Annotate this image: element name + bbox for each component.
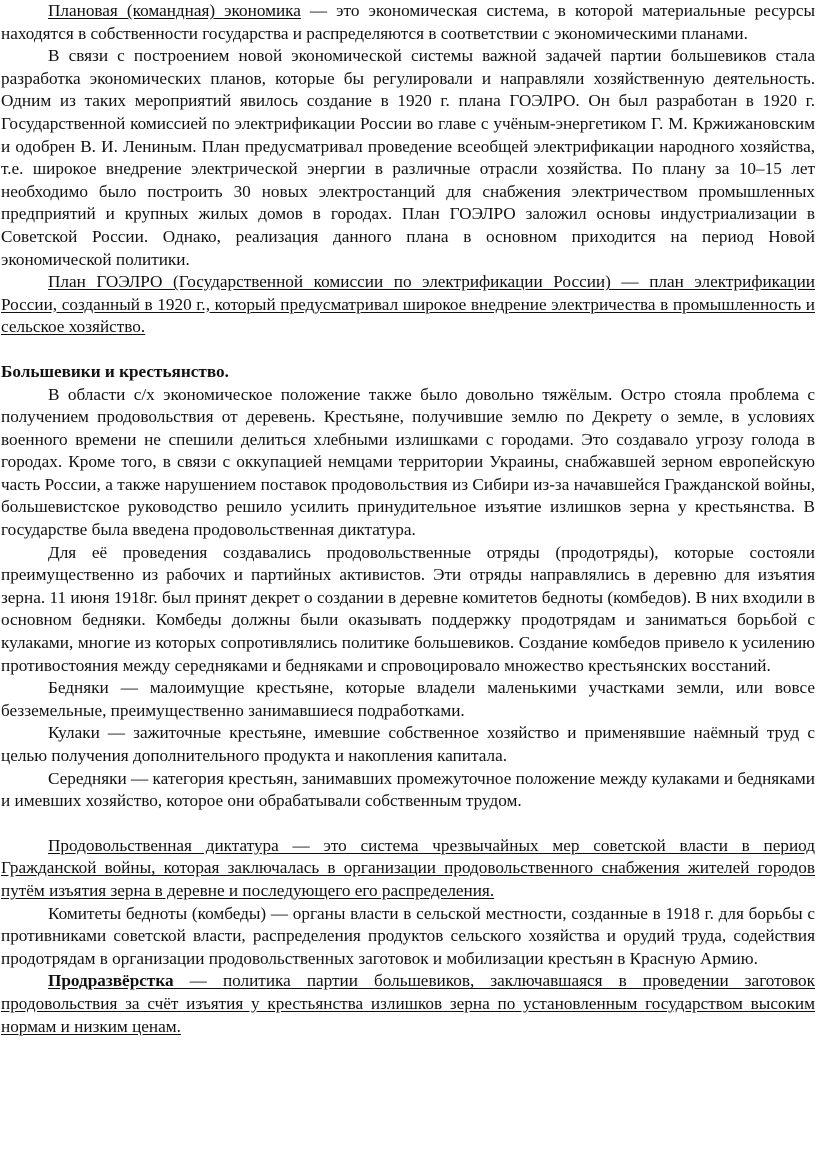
paragraph-prodrazverstka-definition: [1, 970, 815, 1038]
paragraph-planned-economy-definition: [1, 0, 815, 45]
paragraph-agriculture: В области с/х экономическое положение также было довольно тяжёлым. Остро стояла проблема с получением продовольствия от деревень. Крестьяне, получившие землю по Декрету о земле, в условиях военного времени не спешили делиться хлебными излишками с городами. Это создавало угрозу голода в городах. Кроме того, в связи с оккупацией немцами территории Украины, снабжавшей зерном европейскую часть России, а также нарушением поставок продовольствия из Сибири из-за начавшейся Гражданской войны, большевистское руководство решило усилить принудительное изъятие излишков зерна у крестьянства. В государстве была введена продовольственная диктатура.: [1, 384, 815, 540]
paragraph-bednyaki-definition: Бедняки — малоимущие крестьяне, которые владели маленькими участками земли, или вовсе безземельные, преимущественно занимавшиеся подработками.: [1, 678, 815, 720]
paragraph-serednyaki-definition: Середняки — категория крестьян, занимавших промежуточное положение между кулаками и бедняками и имевших хозяйство, которое они обрабатывали собственным трудом.: [1, 768, 815, 811]
prodrazverstka-text: — политика партии большевиков, заключавшаяся в проведении заготовок продовольствия за счёт изъятия у крестьянства излишков зерна по установленным государством высоким нормам и низким ценам.: [1, 971, 815, 1036]
paragraph-goelro-context: В связи с построением новой экономической системы важной задачей партии большевиков стала разработка экономических планов, которые бы регулировали и направляли хозяйственную деятельность. Одним из таких мероприятий явилось создание в 1920 г. плана ГОЭЛРО. Он был разработан в 1920 г. Государственной комиссией по электрификации России во главе с учёным-энергетиком Г. М. Кржижановским и одобрен В. И. Лениным. План предусматривал проведение всеобщей электрификации народного хозяйства, т.е. широкое внедрение электрической энергии в различные отрасли хозяйства. По плану за 10–15 лет необходимо было построить 30 новых электростанций для снабжения электричеством промышленных предприятий и крупных жилых домов в городах. План ГОЭЛРО заложил основы индустриализации в Советской России. Однако, реализация данного плана в основном приходится на период Новой экономической политики.: [1, 46, 815, 269]
paragraph-kulaki-definition: Кулаки — зажиточные крестьяне, имевшие собственное хозяйство и применявшие наёмный труд с целью получения дополнительного продукта и накопления капитала.: [1, 723, 815, 765]
term-prodrazverstka: Продразвёрстка: [48, 971, 174, 991]
paragraph-food-dictatorship-definition: Продовольственная диктатура — это система чрезвычайных мер советской власти в период Гражданской войны, которая заключалась в организации продовольственного снабжения жителей городов путём изъятия зерна в деревне и последующего его распределения.: [1, 835, 815, 900]
section-heading: Большевики и крестьянство.: [1, 361, 229, 381]
term-planned-economy: Плановая (командная) экономика: [48, 1, 301, 20]
paragraph-kombedy-definition: Комитеты бедноты (комбеды) — органы власти в сельской местности, созданные в 1918 г. для борьбы с противниками советской власти, распределения продуктов сельского хозяйства и орудий труда, содействия продотрядам в организации продовольственных заготовок и мобилизации крестьян в Красную Армию.: [1, 903, 815, 968]
paragraph-goelro-definition: План ГОЭЛРО (Государственной комиссии по электрификации России) — план электрификации России, созданный в 1920 г., который предусматривал широкое внедрение электричества в промышленность и сельское хозяйство.: [1, 272, 815, 337]
paragraph-prodotryady: Для её проведения создавались продовольственные отряды (продотряды), которые состояли преимущественно из рабочих и партийных активистов. Эти отряды направлялись в деревню для изъятия зерна. 11 июня 1918г. был принят декрет о создании в деревне комитетов бедноты (комбедов). В них входили в основном бедняки. Комбеды должны были оказывать поддержку продотрядам и заниматься борьбой с кулаками, многие из которых сопротивлялись политике большевиков. Создание комбедов привело к усилению противостояния между середняками и бедняками и спровоцировало множество крестьянских восстаний.: [1, 542, 815, 675]
definition-text: — это экономическая система, в которой материальные ресурсы находятся в собственности государства и распределяются в соответствии с экономическими планами.: [1, 1, 815, 43]
